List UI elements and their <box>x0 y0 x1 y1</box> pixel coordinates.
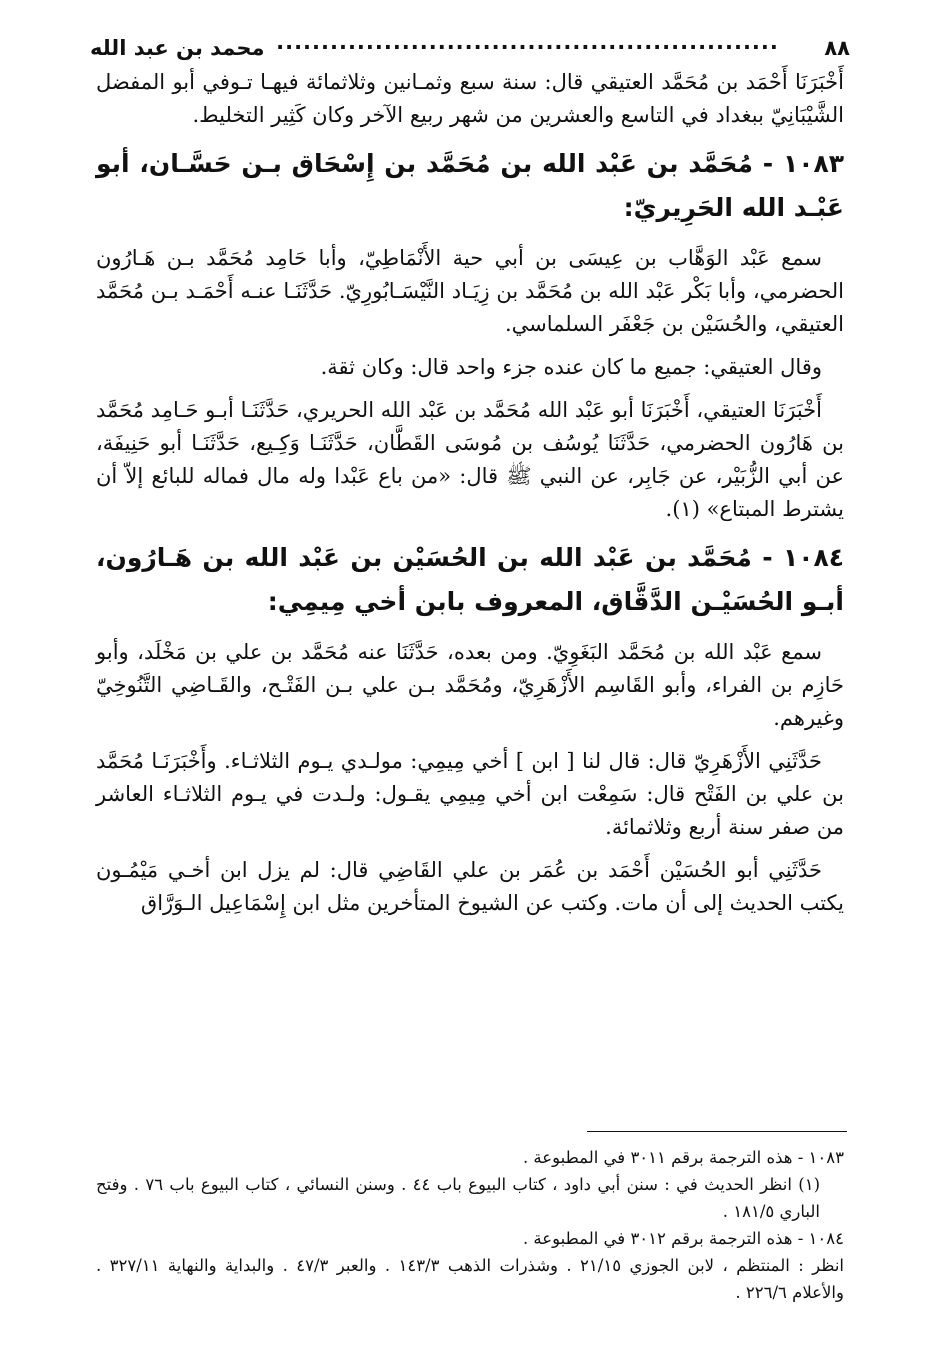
paragraph-intro: أَخْبَرَنَا أَحْمَد بن مُحَمَّد العتيقي قال: سنة سبع وثمـانين وثلاثمائة فيهـا تـوفي أبو المفضل الشَّيْبَانِيّ ببغداد في التاسع والعشرين من شهر ربيع الآخر وكان كَثِير التخليط. <box>96 70 844 127</box>
paragraph-1083-atiqi: وقال العتيقي: جميع ما كان عنده جزء واحد قال: وكان ثقة. <box>320 355 822 379</box>
page-number: ٨٨ <box>824 36 850 60</box>
header-leader-dots: ........................................................ <box>276 30 779 54</box>
paragraph-1083-hadith: أَخْبَرَنَا العتيقي، أَخْبَرَنَا أبو عَبْد الله مُحَمَّد بن عَبْد الله الحريري، حَدَّثَنَـا أبـو حَـامِد مُحَمَّد بن هَارُون الحضرمي، حَدَّثَنَا يُوسُف بن مُوسَى القَطَّان، حَدَّثَنَـا وَكِـيع، حَدَّثَنَـا أبو حَنِيفَة، عن أبي الزُّبَيْر، عن جَابِر، عن النبي ﷺ قال: «من باع عَبْدا وله مال فماله للبائع إلاّ أن يشترط المبتاع» (١). <box>96 398 844 521</box>
footnote-1084: ١٠٨٤ - هذه الترجمة برقم ٣٠١٢ في المطبوعة . <box>522 1229 844 1248</box>
entry-heading-1083: ١٠٨٣ - مُحَمَّد بن عَبْد الله بن مُحَمَّد بن إِسْحَاق بـن حَسَّـان، أبو عَبْـد الله الحَرِيريّ: <box>96 149 844 222</box>
paragraph-1084-qadi: حَدَّثَنِي أبو الحُسَيْن أَحْمَد بن عُمَر بن علي القَاضِي قال: لم يزل ابن أخـي مَيْمُـون يكتب الحديث إلى أن مات. وكتب عن الشيوخ المتأخرين مثل ابن إِسْمَاعِيل الـوَرَّاق <box>96 858 844 915</box>
footnotes <box>96 1144 844 1306</box>
entry-heading-1084: ١٠٨٤ - مُحَمَّد بن عَبْد الله بن الحُسَيْن بن عَبْد الله بن هَـارُون، أبـو الحُسَيْـن الدَّقَّاق، المعروف بابن أخي مِيمِي: <box>96 543 844 616</box>
footnote-1083: ١٠٨٣ - هذه الترجمة برقم ٣٠١١ في المطبوعة . <box>522 1148 844 1167</box>
page-header <box>90 26 850 70</box>
running-title: محمد بن عبد الله <box>90 36 265 60</box>
footnote-1084-sources: انظر : المنتظم ، لابن الجوزي ٢١/١٥ . وشذرات الذهب ١٤٣/٣ . والعبر ٤٧/٣ . والبداية والنهاية ٣٢٧/١١ . والأعلام ٢٢٦/٦ . <box>96 1256 845 1302</box>
paragraph-1083-narrators: سمع عَبْد الوَهَّاب بن عِيسَى بن أبي حية الأَنْمَاطِيّ، وأبا حَامِد مُحَمَّد بـن هَـارُون الحضرمي، وأبا بَكْر عَبْد الله بن مُحَمَّد بن زِيَـاد النَّيْسَـابُورِيّ. حَدَّثَنَـا عنـه أَحْمَـد بـن مُحَمَّد العتيقي، والحُسَيْن بن جَعْفَر السلماسي. <box>96 246 844 336</box>
paragraph-1084-birth: حَدَّثَنِي الأَزْهَرِيّ قال: قال لنا [ ابن ] أخي مِيمِي: مولـدي يـوم الثلاثـاء. وأَخْبَرَنَـا مُحَمَّد بن علي بن الفَتْح قال: سَمِعْت ابن أخي مِيمِي يقـول: ولـدت في يـوم الثلاثـاء العاشر من صفر سنة أربع وثلاثمائة. <box>96 749 844 839</box>
main-text <box>96 66 844 920</box>
footnote-separator <box>587 1131 847 1132</box>
paragraph-1084-narrators: سمع عَبْد الله بن مُحَمَّد البَغَوِيّ. ومن بعده، حَدَّثَنَا عنه مُحَمَّد بن علي بن مَخْلَد، وأبو حَازِم بن الفراء، وأبو القَاسِم الأَزْهَرِيّ، ومُحَمَّد بـن علي بـن الفَتْـح، والقَـاضِي التَّنُوخِيّ وغيرهم. <box>96 640 844 730</box>
footnote-hadith-ref: (١) انظر الحديث في : سنن أبي داود ، كتاب البيوع باب ٤٤ . وسنن النسائي ، كتاب البيوع باب ٧٦ . وفتح الباري ١٨١/٥ . <box>96 1175 820 1221</box>
